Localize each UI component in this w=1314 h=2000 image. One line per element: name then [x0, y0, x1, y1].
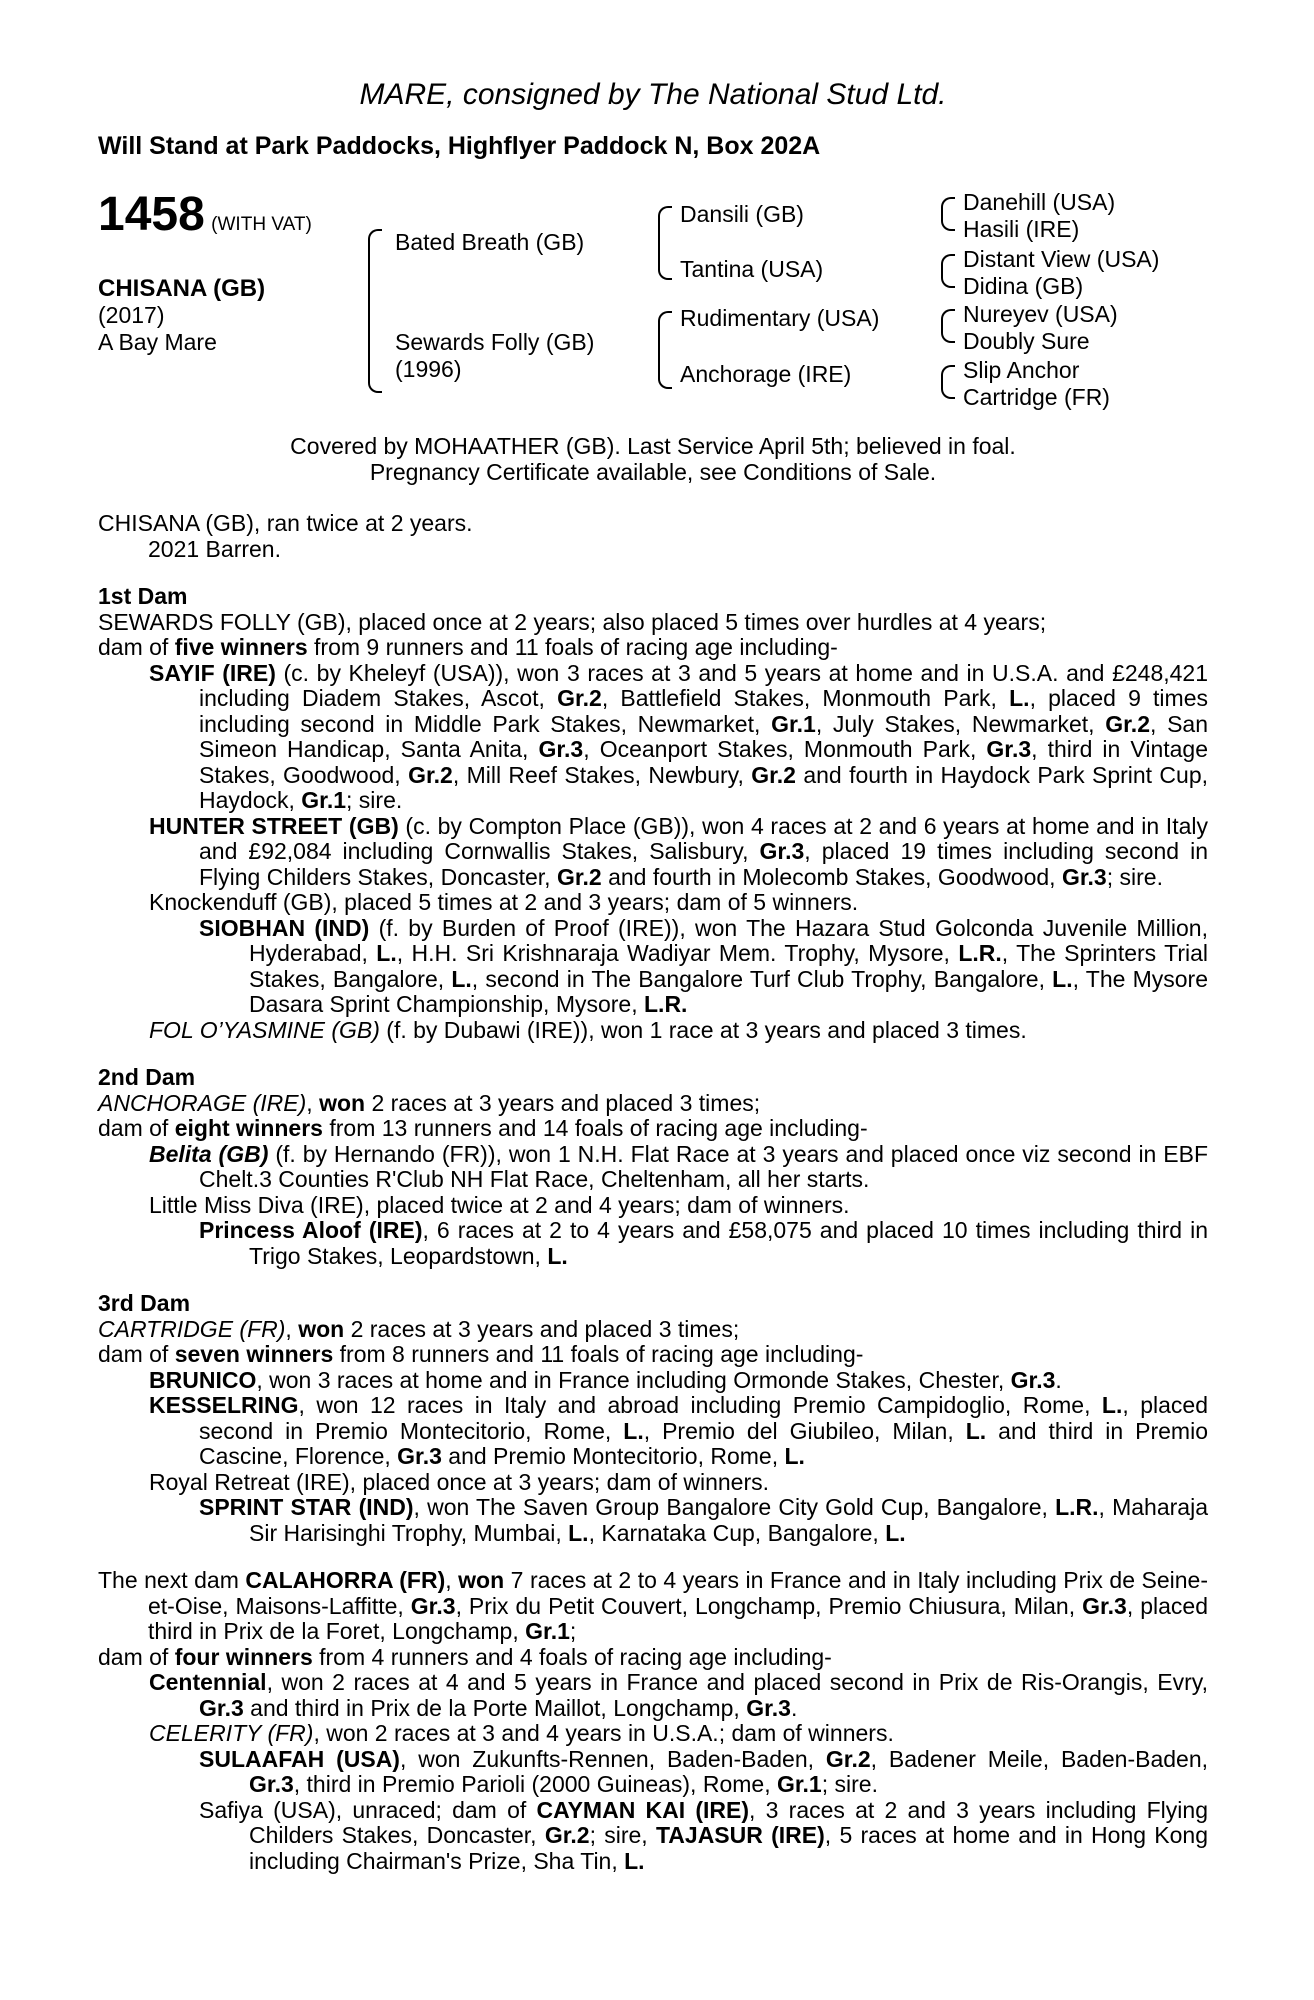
third-dam-summary: CARTRIDGE (FR), won 2 races at 3 years and placed 3 times; — [98, 1315, 740, 1342]
covered-line-2: Pregnancy Certificate available, see Conditions of Sale. — [369, 459, 937, 485]
pedigree-brace-g1 — [941, 197, 955, 231]
produce-celerity: CELERITY (FR), won 2 races at 3 and 4 years in U.S.A.; dam of winners. — [149, 1720, 894, 1746]
horse-description: A Bay Mare — [98, 329, 217, 355]
dam-year: (1996) — [395, 356, 462, 382]
third-dam-heading: 3rd Dam — [98, 1290, 191, 1316]
first-dam-summary: SEWARDS FOLLY (GB), placed once at 2 years; also placed 5 times over hurdles at 4 years; — [98, 608, 1047, 635]
produce-sprint-star: SPRINT STAR (IND), won The Saven Group Bangalore City Gold Cup, Bangalore, L.R., Maharaja Sir Harisinghi Trophy, Mumbai, L., Karnataka Cup, Bangalore, L. — [199, 1494, 1208, 1546]
produce-siobhan: SIOBHAN (IND) (f. by Burden of Proof (IRE)), won The Hazara Stud Golconda Juvenile Million, Hyderabad, L., H.H. Sri Krishnaraja Wadiyar Mem. Trophy, Mysore, L.R., The Sprinters Trial Stakes, Bangalore, L., second in The Bangalore Turf Club Trophy, Bangalore, L., The Mysore Dasara Sprint Championship, Mysore, L.R. — [199, 914, 1209, 1017]
pedigree-block — [98, 189, 1208, 429]
sire-sire: Dansili (GB) — [680, 201, 804, 227]
horse-details — [98, 275, 265, 356]
produce-sulaafah: SULAAFAH (USA), won Zukunfts-Rennen, Baden-Baden, Gr.2, Badener Meile, Baden-Baden, Gr.3, third in Premio Parioli (2000 Guineas), Rome, Gr.1; sire. — [199, 1745, 1209, 1797]
granddam-2: Didina (GB) — [963, 273, 1084, 299]
first-dam-produce: dam of five winners from 9 runners and 11 foals of racing age including- — [98, 634, 838, 660]
pedigree-brace-g2 — [941, 254, 955, 288]
lot-number: 1458 — [98, 188, 205, 241]
lot-header — [98, 189, 312, 241]
consignment-title: MARE, consigned by The National Stud Ltd. — [359, 78, 947, 111]
grandsire-1: Danehill (USA) — [963, 189, 1116, 215]
next-dam-produce: dam of four winners from 4 runners and 4 foals of racing age including- — [98, 1643, 832, 1670]
pedigree-brace-main — [368, 229, 382, 393]
grandsire-4: Slip Anchor — [963, 357, 1080, 383]
second-dam-section — [98, 1065, 1208, 1269]
granddam-3: Doubly Sure — [963, 328, 1090, 354]
grandsire-2: Distant View (USA) — [963, 246, 1160, 272]
next-dam-section — [98, 1568, 1208, 1874]
third-dam-section — [98, 1291, 1208, 1546]
produce-sayif: SAYIF (IRE) (c. by Kheleyf (USA)), won 3 races at 3 and 5 years at home and in U.S.A. and £248,421 including Diadem Stakes, Ascot, Gr.2, Battlefield Stakes, Monmouth Park, L., placed 9 times including second in Middle Park Stakes, Newmarket, Gr.1, July Stakes, Newmarket, Gr.2, San Simeon Handicap, Santa Anita, Gr.3, Oceanport Stakes, Monmouth Park, Gr.3, third in Vintage Stakes, Goodwood, Gr.2, Mill Reef Stakes, Newbury, Gr.2 and fourth in Haydock Park Sprint Cup, Haydock, Gr.1; sire. — [149, 659, 1209, 813]
sire-dam: Tantina (USA) — [680, 256, 824, 282]
pedigree-brace-g3 — [941, 309, 955, 343]
produce-brunico: BRUNICO, won 3 races at home and in France including Ormonde Stakes, Chester, Gr.3. — [149, 1366, 1062, 1393]
produce-belita: Belita (GB) (f. by Hernando (FR)), won 1 N.H. Flat Race at 3 years and placed once viz second in EBF Chelt.3 Counties R'Club NH Flat Race, Cheltenham, all her starts. — [149, 1140, 1209, 1192]
second-dam-summary: ANCHORAGE (IRE), won 2 races at 3 years and placed 3 times; — [98, 1089, 761, 1116]
covered-note — [98, 433, 1208, 485]
produce-safiya: Safiya (USA), unraced; dam of CAYMAN KAI (IRE), 3 races at 2 and 3 years including Flying Childers Stakes, Doncaster, Gr.2; sire, TAJASUR (IRE), 5 races at home and in Hong Kong including Chairman's Prize, Sha Tin, L. — [199, 1796, 1209, 1874]
second-dam-produce: dam of eight winners from 13 runners and 14 foals of racing age including- — [98, 1115, 868, 1141]
grandsire-3: Nureyev (USA) — [963, 301, 1118, 327]
pedigree-brace-sire — [658, 206, 672, 280]
intro — [98, 511, 1208, 562]
dam-sire: Rudimentary (USA) — [680, 305, 880, 331]
produce-knockenduff: Knockenduff (GB), placed 5 times at 2 and 3 years; dam of 5 winners. — [149, 889, 859, 915]
first-dam-heading: 1st Dam — [98, 583, 188, 609]
catalogue-page — [98, 78, 1208, 1874]
produce-royal-retreat: Royal Retreat (IRE), placed once at 3 years; dam of winners. — [149, 1468, 770, 1495]
pedigree-brace-dam — [658, 311, 672, 389]
covered-line-1: Covered by MOHAATHER (GB). Last Service April 5th; believed in foal. — [290, 433, 1016, 459]
sire: Bated Breath (GB) — [395, 229, 585, 255]
third-dam-produce: dam of seven winners from 8 runners and 11 foals of racing age including- — [98, 1341, 864, 1367]
next-dam-summary: The next dam CALAHORRA (FR), won 7 races at 2 to 4 years in France and in Italy including Prix de Seine-et-Oise, Maisons-Laffitte, Gr.3, Prix du Petit Couvert, Longchamp, Premio Chiusura, Milan, Gr.3, placed third in Prix de la Foret, Longchamp, Gr.1; — [98, 1567, 1208, 1644]
intro-line-1: CHISANA (GB), ran twice at 2 years. — [98, 510, 473, 536]
produce-centennial: Centennial, won 2 races at 4 and 5 years in France and placed second in Prix de Ris-Orangis, Evry, Gr.3 and third in Prix de la Porte Maillot, Longchamp, Gr.3. — [149, 1669, 1208, 1721]
first-dam-section — [98, 584, 1208, 1043]
pedigree-brace-g4 — [941, 365, 955, 399]
intro-line-2: 2021 Barren. — [148, 535, 281, 562]
dam-dam: Anchorage (IRE) — [680, 361, 852, 387]
granddam-4: Cartridge (FR) — [963, 384, 1110, 410]
horse-year: (2017) — [98, 302, 165, 328]
dam: Sewards Folly (GB) — [395, 329, 595, 355]
second-dam-heading: 2nd Dam — [98, 1064, 196, 1090]
produce-little-miss-diva: Little Miss Diva (IRE), placed twice at 2 and 4 years; dam of winners. — [149, 1191, 850, 1218]
produce-fol-oyasmine: FOL O’YASMINE (GB) (f. by Dubawi (IRE)), won 1 race at 3 years and placed 3 times. — [149, 1016, 1027, 1043]
horse-name: CHISANA (GB) — [98, 275, 266, 302]
produce-hunter-street: HUNTER STREET (GB) (c. by Compton Place (GB)), won 4 races at 2 and 6 years at home and in Italy and £92,084 including Cornwallis Stakes, Salisbury, Gr.3, placed 19 times including second in Flying Childers Stakes, Doncaster, Gr.2 and fourth in Molecomb Stakes, Goodwood, Gr.3; sire. — [149, 812, 1208, 890]
lot-vat: (WITH VAT) — [211, 214, 312, 235]
stand-location: Will Stand at Park Paddocks, Highflyer Paddock N, Box 202A — [98, 132, 821, 160]
produce-princess-aloof: Princess Aloof (IRE), 6 races at 2 to 4 years and £58,075 and placed 10 times including third in Trigo Stakes, Leopardstown, L. — [199, 1217, 1208, 1269]
produce-kesselring: KESSELRING, won 12 races in Italy and abroad including Premio Campidoglio, Rome, L., placed second in Premio Montecitorio, Rome, L., Premio del Giubileo, Milan, L. and third in Premio Cascine, Florence, Gr.3 and Premio Montecitorio, Rome, L. — [149, 1392, 1208, 1469]
granddam-1: Hasili (IRE) — [963, 216, 1080, 242]
